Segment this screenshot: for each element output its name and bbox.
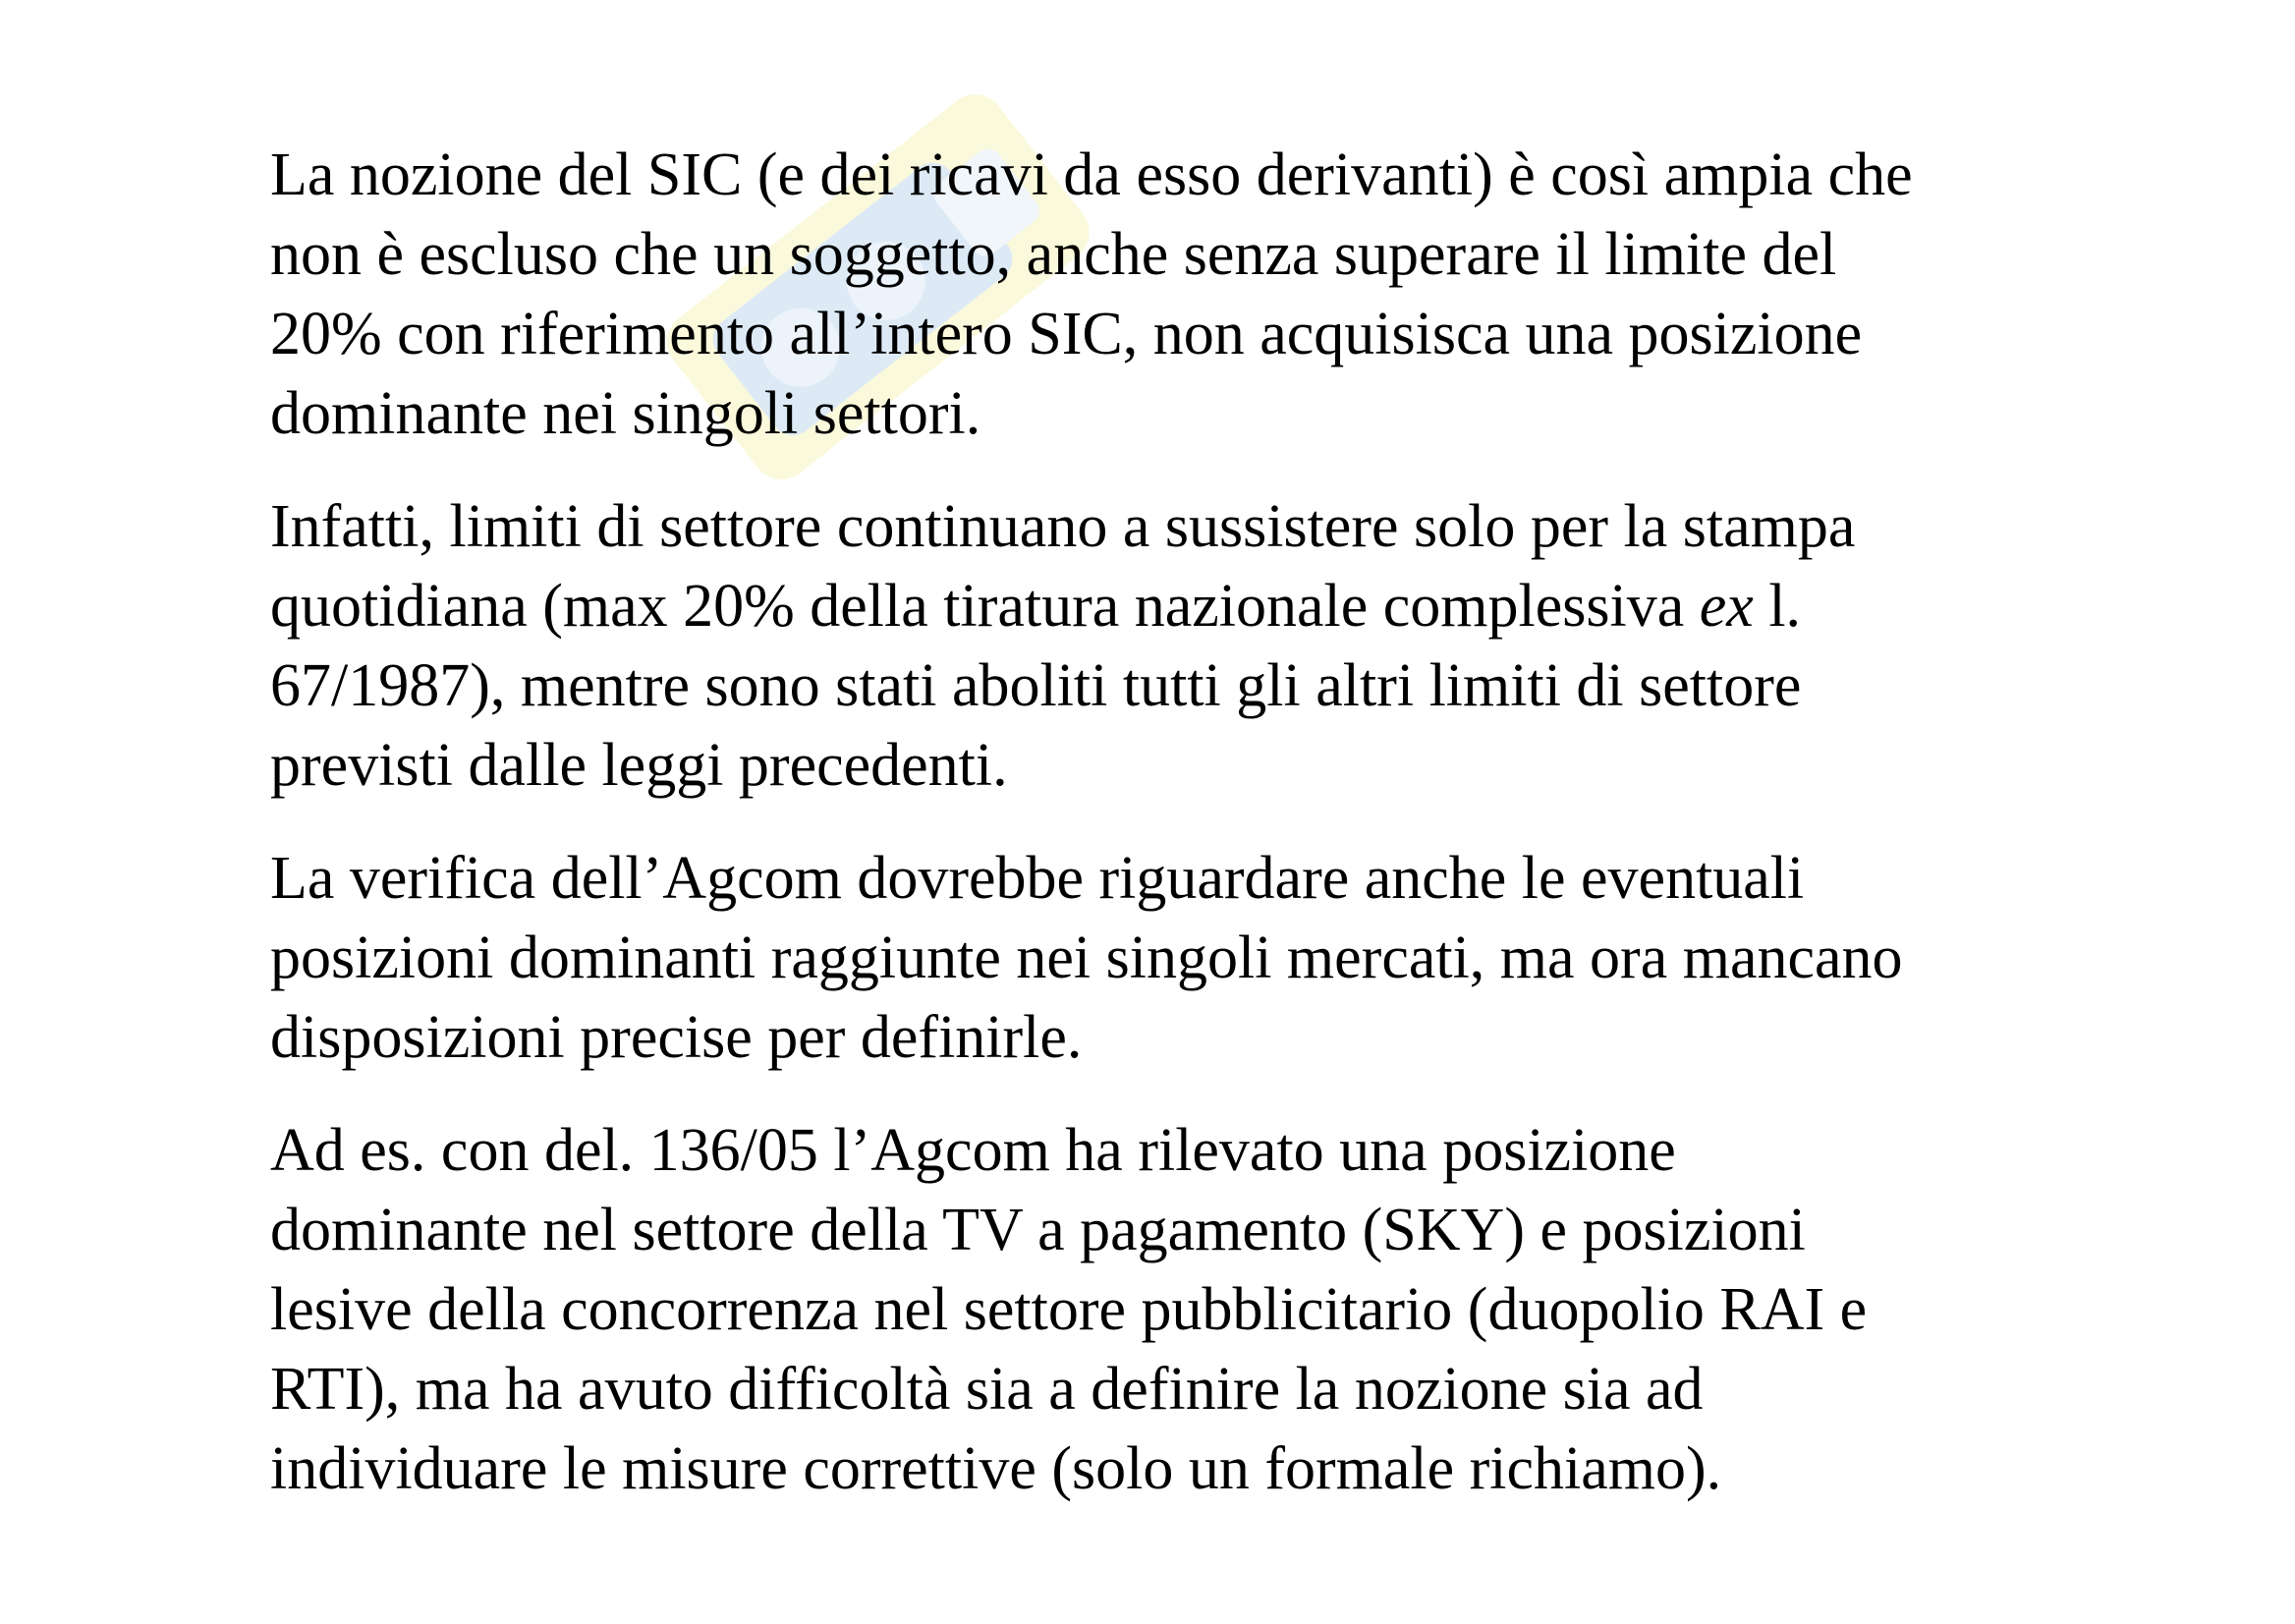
body-text xyxy=(270,136,2137,1542)
paragraph-2-text-start: Infatti, limiti di settore continuano a sussistere solo per la stampa quotidiana (max 20% della tiratura nazionale complessiva xyxy=(270,493,1856,640)
paragraph-2-text-end: l. 67/1987), mentre sono stati aboliti tutti gli altri limiti di settore previsti dalle leggi precedenti. xyxy=(270,573,1802,799)
paragraph-1: La nozione del SIC (e dei ricavi da esso derivanti) è così ampia che non è escluso che un soggetto, anche senza superare il limite del 20% con riferimento all’intero SIC, non acquisisca una posizione dominante nei singoli settori. xyxy=(270,141,1913,447)
paragraph-3: La verifica dell’Agcom dovrebbe riguardare anche le eventuali posizioni dominanti raggiunte nei singoli mercati, ma ora mancano disposizioni precise per definirle. xyxy=(270,845,1903,1071)
paragraph-4: Ad es. con del. 136/05 l’Agcom ha rilevato una posizione dominante nel settore della TV a pagamento (SKY) e posizioni lesive della concorrenza nel settore pubblicitario (duopolio RAI e RTI), ma ha avuto difficoltà sia a definire la nozione sia ad individuare le misure correttive (solo un formale richiamo). xyxy=(270,1117,1868,1502)
paragraph-2 xyxy=(270,487,2137,806)
paragraph-2-italic-ex: ex xyxy=(1699,573,1754,640)
